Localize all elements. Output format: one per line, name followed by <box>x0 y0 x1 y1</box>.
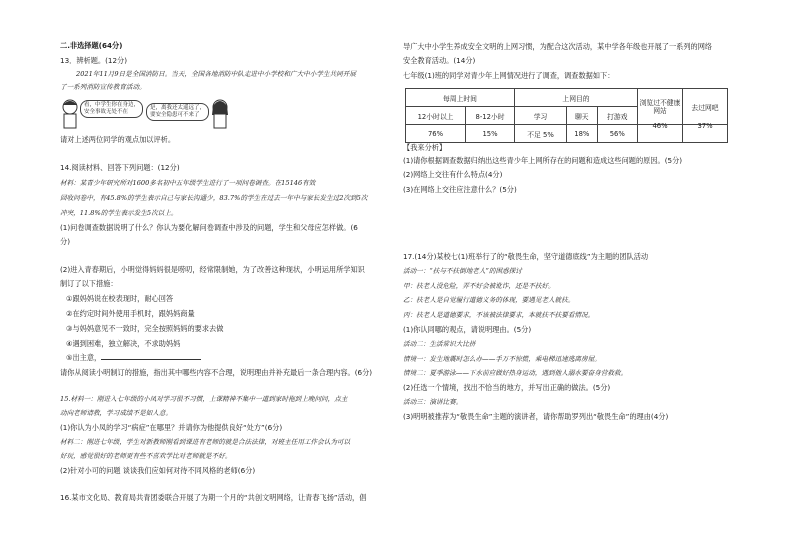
table-cell: 46% <box>638 117 683 135</box>
bubble-right-line: 是，离我还太遥远了， <box>150 105 206 111</box>
answer-blank <box>101 353 201 360</box>
q14-question-1: (1)问卷调查数据说明了什么？你认为要化解问卷调查中涉及的问题，学生和父母应怎样做。(6 <box>60 223 358 232</box>
bubble-left-line: 看，中学生你在身边， <box>84 102 140 108</box>
q15-line: 材料二：刚进七年级，学生对新教师刚看到课进有老师的就是合法法律，对班主任用工作会认为可以 <box>60 438 351 446</box>
table-subheader: 打游戏 <box>597 107 637 125</box>
bubble-right-line: 要安全隐患可不来了 <box>150 112 200 118</box>
table-cell: 76% <box>406 125 466 143</box>
speech-bubble-left <box>80 100 143 118</box>
bubble-left-line: 安全事故无处不在 <box>84 109 129 115</box>
q13-heading: 13．辨析题。(12分) <box>60 56 128 65</box>
analysis-question: (2)网络上交往有什么特点(4分) <box>403 170 503 179</box>
q14-question-1-cont: 分) <box>60 237 70 246</box>
q13-material-line: 2021年11月9日是全国消防日。当天，全国各地消防中队走进中小学校和广大中小学生共同开展 <box>76 70 356 78</box>
q14-option: ②在约定时间外使用手机时，跟妈妈商量 <box>66 309 195 318</box>
q14-option: ①跟妈妈说在校表现时，耐心回答 <box>66 294 174 303</box>
q14-option-blank <box>66 353 201 362</box>
q15-line: (1)你认为小凤的学习“病症”在哪里？并请你为他提供良好“处方”(6分) <box>60 423 283 432</box>
q14-material-line: 冲突，11.8%的学生表示发生5次以上。 <box>60 209 178 217</box>
q14-task: 请你从阅读小明制订的措施，指出其中哪些内容不合理，说明理由并补充最后一条合理内容。(6分) <box>60 368 373 377</box>
q14-heading: 14.阅读材料、回答下列问题：(12分) <box>60 163 180 172</box>
table-header: 浏览过不健康网站 <box>638 89 683 125</box>
q14-question-2: (2)进入青春期后，小明觉得妈妈很是唠叨，经常限制她，为了改善这种现状，小明运用所学知识 <box>60 265 365 274</box>
q17-question-3: (3)明明被推荐为“敬畏生命”主题的演讲者，请你帮助罗列出“敬畏生命”的理由(4分) <box>403 412 669 421</box>
q17-heading: 17.(14分)某校七(1)班举行了的“敬畏生命，坚守道德底线”为主题的团队活动 <box>403 252 649 261</box>
q16-cont-line: 导广大中小学生养成安全文明的上网习惯，为配合这次活动，某中学各年级也开展了一系列的网络 <box>403 42 713 51</box>
q17-scenario-2: 情境二：夏季游泳——下水前应做好热身运动，遇到他人溺水要奋身营救救。 <box>403 369 628 377</box>
q16-cont-line: 安全教育活动。(14分) <box>403 56 476 65</box>
table-cell: 15% <box>466 125 515 143</box>
q14-option: ④遇到困难，独立解决，不求助妈妈 <box>66 339 181 348</box>
table-cell: 18% <box>567 125 597 143</box>
analysis-question: (3)在网络上交往应注意什么？(5分) <box>403 185 517 194</box>
q17-scenario-1: 情境一：发生地震时怎么办——手万不惊慌，乘电梯迅速逃离房屋。 <box>403 355 601 363</box>
table-header: 去过网吧 <box>683 89 728 125</box>
q17-opinion: 乙：扶老人是自觉履行道德义务的体现，要遇见老人就扶。 <box>403 296 575 304</box>
q14-option: ③与妈妈意见不一致时，完全按照妈妈的要求去做 <box>66 324 224 333</box>
q17-question-2: (2)任选一个情境，找出不恰当的地方，并写出正确的做法。(5分) <box>403 383 611 392</box>
table-cell: 37% <box>683 117 728 135</box>
q13-material-line: 了一系列消防宣传教育活动。 <box>60 83 146 91</box>
survey-table <box>405 88 728 143</box>
table-header: 上网目的 <box>515 89 638 107</box>
analysis-question: (1)请你根据调查数据归纳出这些青少年上网所存在的问题和造成这些问题的原因。(5分) <box>403 156 683 165</box>
q16-cont-line: 七年级(1)班的同学对青少年上网情况进行了调查，调查数据如下： <box>403 71 615 80</box>
q16-heading: 16.某市文化局、教育局共青团委联合开展了为期一个月的“共创文明网络，让青春飞扬”活动，倡 <box>60 493 367 502</box>
q17-activity-1: 活动一：“扶与不扶倒地老人”的困惑探讨 <box>403 267 522 275</box>
section-title: 二.非选择题(64分) <box>60 41 123 50</box>
table-header: 每周上时间 <box>406 89 515 107</box>
q17-activity-2: 活动二：生活常识大比拼 <box>403 340 476 348</box>
speech-bubble-right <box>146 103 209 121</box>
q17-opinion: 丙：扶老人是道德要求，不该被法律要求，本就扶不扶要看情况。 <box>403 311 595 319</box>
table-cell: 56% <box>597 125 637 143</box>
q15-line: (2)针对小可的问题 谈谈我们应如何对待不同风格的老师(6分) <box>60 466 256 475</box>
q14-material-line: 回收问卷中，有45.8%的学生表示自己与家长沟通少，83.7%的学生在过去一年中与家长发生过2次到5次 <box>60 194 368 202</box>
table-subheader: 12小时以上 <box>406 107 466 125</box>
q15-heading: 15.材料一：刚进入七年级的小凤对学习很不习惯，上课精神不集中一道到家时拖到上晚问问，点主 <box>60 395 348 403</box>
q13-task: 请对上述两位同学的观点加以评析。 <box>60 135 176 144</box>
table-subheader: 聊天 <box>567 107 597 125</box>
q15-line: 好玩，感觉很好的老师更有些不喜欢学比对老师就是不好。 <box>60 452 232 460</box>
table-subheader: 学习 <box>515 107 567 125</box>
q17-question-1: (1)你认同哪的观点，请说明理由。(5分) <box>403 325 532 334</box>
q17-activity-3: 活动三：演讲比赛。 <box>403 398 463 406</box>
q15-line: 动向老师请教，学习成绩不是如人意。 <box>60 409 173 417</box>
q14-question-2-cont: 制订了以下措施： <box>60 279 118 288</box>
q14-option-5-label: ⑤出主意， <box>66 353 102 362</box>
q17-opinion: 甲：扶老人没危险，弄不好会被讹诈，还是不扶好。 <box>403 282 555 290</box>
analysis-heading: 【我来分析】 <box>403 143 447 152</box>
q14-material-line: 材料：某青少年研究所对1600多名初中五年级学生进行了一项问卷调查。在15146有效 <box>60 179 316 187</box>
table-subheader: 8-12小时 <box>466 107 515 125</box>
table-cell: 不足 5% <box>515 125 567 143</box>
